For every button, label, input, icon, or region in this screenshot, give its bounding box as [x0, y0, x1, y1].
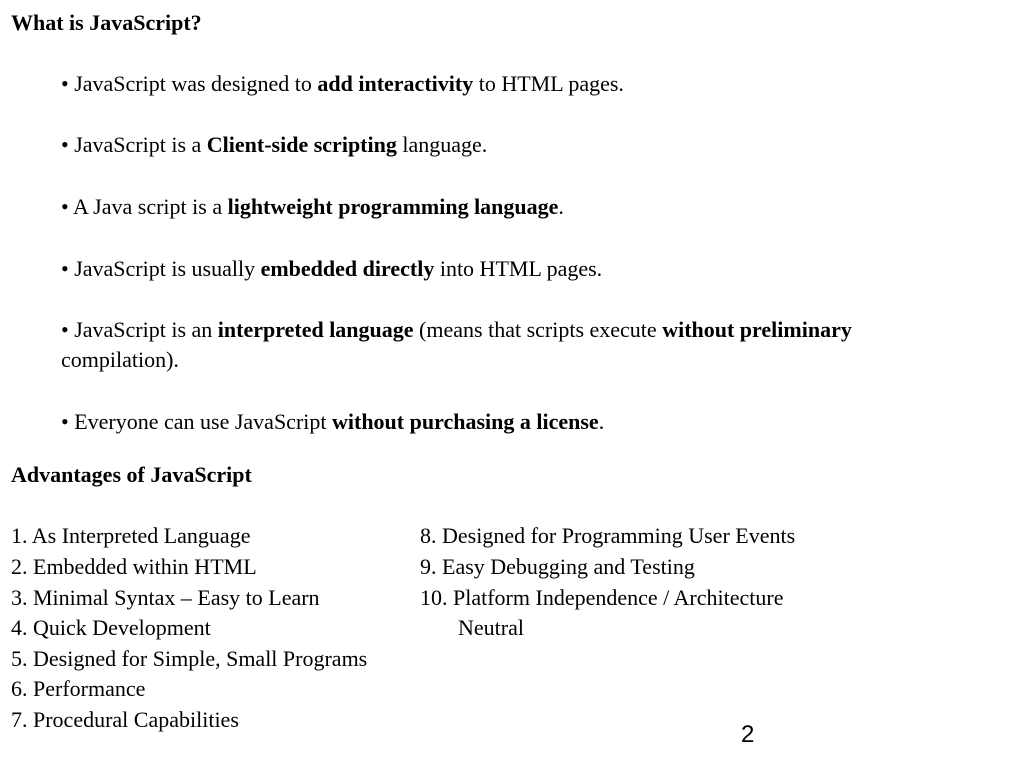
bullet-text: JavaScript was designed to: [74, 71, 318, 96]
advantage-item: 10. Platform Independence / Architecture: [420, 585, 784, 610]
bullet-emphasis: interpreted language: [217, 317, 414, 342]
section-title-what-is-javascript: What is JavaScript?: [11, 10, 202, 35]
bullet-emphasis: without purchasing a license: [332, 409, 599, 434]
bullet-text: into HTML pages.: [434, 256, 603, 281]
bullet-emphasis: without preliminary: [662, 317, 852, 342]
bullet-item: [61, 192, 564, 222]
bullet-text: A Java script is a: [73, 194, 228, 219]
bullet-text: .: [598, 409, 605, 434]
advantage-item: 8. Designed for Programming User Events: [420, 523, 796, 548]
bullet-text: to HTML pages.: [473, 71, 624, 96]
bullet-emphasis: embedded directly: [260, 256, 435, 281]
bullet-marker: •: [61, 194, 69, 219]
bullet-item: [61, 130, 487, 160]
bullet-marker: •: [61, 132, 69, 157]
bullet-text: .: [558, 194, 564, 219]
advantage-item: 2. Embedded within HTML: [11, 554, 257, 579]
advantage-item: 4. Quick Development: [11, 615, 211, 640]
advantage-item: 6. Performance: [11, 676, 146, 701]
advantage-item-continuation: Neutral: [458, 615, 524, 640]
bullet-text: Everyone can use JavaScript: [74, 409, 332, 434]
bullet-text: (means that scripts execute: [413, 317, 663, 342]
bullet-item: [61, 407, 604, 437]
advantage-item: 7. Procedural Capabilities: [11, 707, 239, 732]
page-number: 2: [741, 721, 755, 748]
bullet-text: JavaScript is an: [74, 317, 218, 342]
bullet-marker: •: [61, 317, 69, 342]
bullet-item: [61, 254, 602, 284]
bullet-text: language.: [396, 132, 488, 157]
bullet-marker: •: [61, 409, 69, 434]
bullet-emphasis: Client-side scripting: [206, 132, 397, 157]
advantage-item: 5. Designed for Simple, Small Programs: [11, 646, 368, 671]
advantage-item: 3. Minimal Syntax – Easy to Learn: [11, 585, 320, 610]
bullet-continuation: compilation).: [61, 347, 179, 372]
advantage-item: 9. Easy Debugging and Testing: [420, 554, 695, 579]
bullet-item: [61, 69, 624, 99]
bullet-text: JavaScript is usually: [74, 256, 261, 281]
section-title-advantages: Advantages of JavaScript: [11, 462, 252, 487]
bullet-text: JavaScript is a: [74, 132, 207, 157]
bullet-item: [61, 315, 852, 345]
bullet-marker: •: [61, 256, 69, 281]
bullet-emphasis: lightweight programming language: [227, 194, 559, 219]
bullet-marker: •: [61, 71, 69, 96]
advantage-item: 1. As Interpreted Language: [11, 523, 251, 548]
bullet-emphasis: add interactivity: [317, 71, 474, 96]
